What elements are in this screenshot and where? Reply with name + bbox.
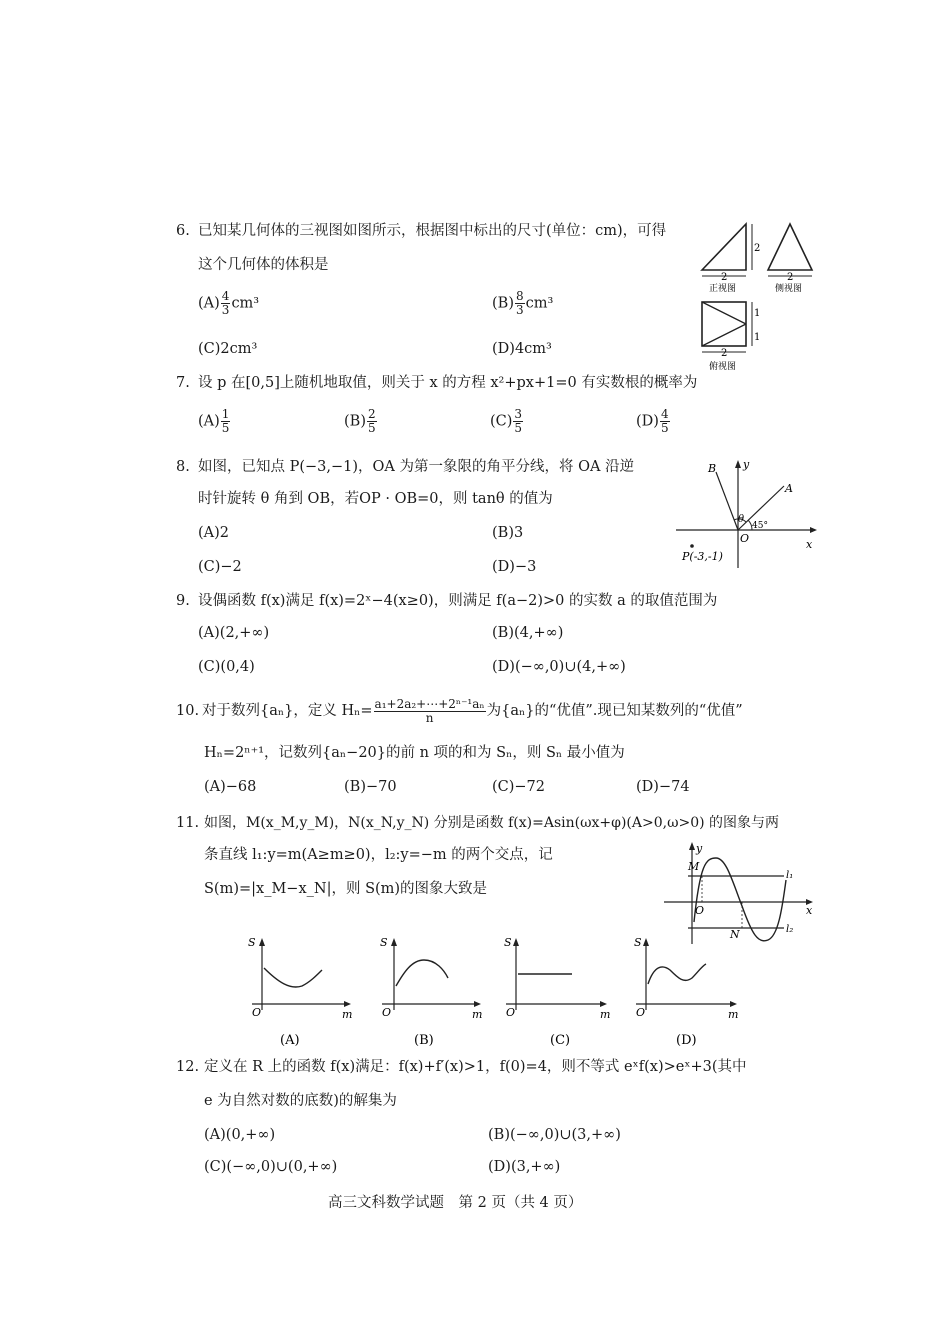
q7-option-c-fraction xyxy=(513,408,523,435)
q11-graph-b-s: S xyxy=(380,936,388,949)
q11-graph-b-o: O xyxy=(382,1006,392,1019)
q11-graph-d-o: O xyxy=(636,1006,646,1019)
q9-option-a: (A)(2,+∞) xyxy=(198,625,270,641)
q11-graph-a-o: O xyxy=(252,1006,262,1019)
q8-number: 8. xyxy=(176,459,190,475)
q10-option-a: (A)−68 xyxy=(204,779,257,795)
q10-option-c: (C)−72 xyxy=(492,779,546,795)
q7-number: 7. xyxy=(176,375,190,391)
q11-graph-d-x-arrow xyxy=(730,1001,737,1007)
q7-option-b-denominator: 5 xyxy=(367,421,376,435)
q11-graph-b-label: (B) xyxy=(414,1033,434,1048)
q11-label-l2: l₂ xyxy=(786,924,794,935)
q10-stem-line1-end: 为{aₙ}的“优值”.现已知某数列的“优值” xyxy=(486,703,743,719)
q7-option-d-label: (D) xyxy=(636,413,659,430)
q12-option-a: (A)(0,+∞) xyxy=(204,1127,276,1143)
q11-graph-c-y-arrow xyxy=(513,938,519,946)
q8-label-o: O xyxy=(740,532,750,545)
q7-option-d-fraction xyxy=(660,408,670,435)
q11-label-m: M xyxy=(688,860,700,873)
q6-stem-line1: 已知某几何体的三视图如图所示，根据图中标出的尺寸(单位：cm)，可得 xyxy=(198,223,667,239)
q10-stem-line1-start: 对于数列{aₙ}，定义 Hₙ= xyxy=(202,703,373,719)
q11-graph-b-y-arrow xyxy=(391,938,397,946)
q11-graph-d-curve xyxy=(648,964,706,984)
q6-number: 6. xyxy=(176,223,190,239)
q8-stem-line1: 如图，已知点 P(−3,−1)，OA 为第一象限的角平分线，将 OA 沿逆 xyxy=(198,459,635,475)
q7-option-c xyxy=(490,408,524,435)
q7-option-c-numerator: 3 xyxy=(514,407,523,421)
q8-option-b: (B)3 xyxy=(492,525,524,541)
q7-option-a xyxy=(198,408,231,435)
q8-option-c: (C)−2 xyxy=(198,559,242,575)
q6-option-b-fraction xyxy=(515,290,525,317)
q11-number: 11. xyxy=(176,815,200,831)
q11-label-x: x xyxy=(806,904,813,917)
q8-ray-ob xyxy=(716,472,738,530)
top-view-diagonal-2 xyxy=(702,324,746,346)
top-view-square xyxy=(702,302,746,346)
q10-option-b: (B)−70 xyxy=(344,779,397,795)
q11-y-arrow xyxy=(689,842,695,850)
side-view-width-label: 2 xyxy=(787,272,794,283)
top-view-label: 俯视图 xyxy=(709,362,737,372)
q7-option-c-denominator: 5 xyxy=(514,421,523,435)
top-view-width-label: 2 xyxy=(721,348,728,359)
q11-label-o: O xyxy=(695,904,705,917)
q8-label-x: x xyxy=(806,538,813,551)
q7-option-a-numerator: 1 xyxy=(221,407,230,421)
q7-option-b-numerator: 2 xyxy=(367,407,376,421)
q12-stem-line2: e 为自然对数的底数)的解集为 xyxy=(204,1093,397,1109)
q11-graph-d-label: (D) xyxy=(676,1033,697,1048)
q7-option-a-label: (A) xyxy=(198,413,220,430)
q8-option-a: (A)2 xyxy=(198,525,230,541)
q11-graph-a xyxy=(240,930,358,1050)
q7-option-c-label: (C) xyxy=(490,413,513,430)
q6-option-c: (C)2cm³ xyxy=(198,341,258,357)
q6-option-a xyxy=(198,290,259,317)
q11-graph-b-curve xyxy=(396,960,448,986)
q11-graph-a-label: (A) xyxy=(280,1033,300,1048)
q7-option-b-fraction xyxy=(367,408,377,435)
q11-graph-a-m: m xyxy=(342,1008,353,1021)
q7-stem: 设 p 在[0,5]上随机地取值，则关于 x 的方程 x²+px+1=0 有实数根的概率为 xyxy=(198,375,698,391)
q11-graph-c-x-arrow xyxy=(600,1001,607,1007)
q11-graph-a-x-arrow xyxy=(344,1001,351,1007)
q8-label-b: B xyxy=(708,462,717,475)
q10-stem-line2: Hₙ=2ⁿ⁺¹，记数列{aₙ−20}的前 n 项的和为 Sₙ，则 Sₙ 最小值为 xyxy=(204,745,625,761)
q8-label-y: y xyxy=(743,458,750,471)
q12-stem-line1: 定义在 R 上的函数 f(x)满足：f(x)+f′(x)>1，f(0)=4，则不等式 eˣf(x)>eˣ+3(其中 xyxy=(204,1059,747,1075)
front-view-height-label: 2 xyxy=(754,243,761,254)
q11-stem-line3: S(m)=|x_M−x_N|，则 S(m)的图象大致是 xyxy=(204,881,488,897)
front-view-triangle xyxy=(702,224,746,270)
q7-option-b-label: (B) xyxy=(344,413,366,430)
q6-option-b-numerator: 8 xyxy=(515,289,524,303)
q11-graph-d-s: S xyxy=(634,936,642,949)
q12-option-b: (B)(−∞,0)∪(3,+∞) xyxy=(488,1127,621,1143)
q11-graph-d xyxy=(630,930,748,1050)
q11-graph-c-m: m xyxy=(600,1008,611,1021)
q11-label-l1: l₁ xyxy=(786,870,794,881)
q11-graph-b-x-arrow xyxy=(474,1001,481,1007)
q7-option-a-fraction xyxy=(221,408,231,435)
top-view-diagonal-1 xyxy=(702,302,746,324)
q7-option-b xyxy=(344,408,378,435)
q6-option-a-fraction xyxy=(221,290,231,317)
q6-stem-line2: 这个几何体的体积是 xyxy=(198,257,329,273)
q12-number: 12. xyxy=(176,1059,200,1075)
q8-label-p: P(-3,-1) xyxy=(682,550,723,563)
q6-option-a-denominator: 3 xyxy=(221,303,230,317)
q6-option-b-label: (B) xyxy=(492,295,514,312)
q9-stem: 设偶函数 f(x)满足 f(x)=2ˣ−4(x≥0)，则满足 f(a−2)>0 的实数 a 的取值范围为 xyxy=(198,593,718,609)
q11-graph-a-s: S xyxy=(248,936,256,949)
q8-label-45: 45° xyxy=(752,521,768,531)
q6-option-b-unit: cm³ xyxy=(525,295,554,312)
q6-option-a-unit: cm³ xyxy=(231,295,260,312)
front-view-width-label: 2 xyxy=(721,272,728,283)
q10-hn-fraction xyxy=(374,698,486,725)
q11-label-y: y xyxy=(696,842,703,855)
q8-stem-line2: 时针旋转 θ 角到 OB，若OP · OB=0，则 tanθ 的值为 xyxy=(198,491,553,507)
q11-graph-b-m: m xyxy=(472,1008,483,1021)
q7-option-d-numerator: 4 xyxy=(660,407,669,421)
q10-number: 10. xyxy=(176,703,200,719)
q8-x-arrow xyxy=(810,527,817,533)
q11-graph-c-label: (C) xyxy=(550,1033,571,1048)
q11-graph-d-m: m xyxy=(728,1008,739,1021)
q11-graph-a-y-arrow xyxy=(259,938,265,946)
q9-option-d: (D)(−∞,0)∪(4,+∞) xyxy=(492,659,626,675)
q8-option-d: (D)−3 xyxy=(492,559,537,575)
side-view-label: 侧视图 xyxy=(775,284,803,294)
q6-option-d: (D)4cm³ xyxy=(492,341,552,357)
q9-option-c: (C)(0,4) xyxy=(198,659,255,675)
q8-point-p xyxy=(690,544,694,548)
q7-option-d-denominator: 5 xyxy=(660,421,669,435)
q8-y-arrow xyxy=(735,460,741,468)
q6-option-b-denominator: 3 xyxy=(515,303,524,317)
q10-hn-denominator: n xyxy=(425,710,434,725)
q9-option-b: (B)(4,+∞) xyxy=(492,625,564,641)
q6-option-a-label: (A) xyxy=(198,295,220,312)
q11-label-n: N xyxy=(730,928,740,941)
front-view-label: 正视图 xyxy=(709,284,737,294)
q11-graph-c-s: S xyxy=(504,936,512,949)
page-footer: 高三文科数学试题 第 2 页（共 4 页） xyxy=(328,1195,583,1211)
top-view-dim-lower: 1 xyxy=(754,332,761,343)
q10-hn-numerator: a₁+2a₂+⋯+2ⁿ⁻¹aₙ xyxy=(374,696,485,711)
q11-graph-b xyxy=(374,930,492,1050)
q11-stem-line1: 如图，M(x_M,y_M)，N(x_N,y_N) 分别是函数 f(x)=Asin(ωx+φ)(A>0,ω>0) 的图象与两 xyxy=(204,815,780,831)
q11-stem-line2: 条直线 l₁:y=m(A≥m≥0)，l₂:y=−m 的两个交点，记 xyxy=(204,847,553,863)
q11-graph-c xyxy=(500,930,618,1050)
q8-figure xyxy=(672,456,822,574)
q10-option-d: (D)−74 xyxy=(636,779,690,795)
q11-graph-a-curve xyxy=(264,968,322,987)
q11-graph-d-y-arrow xyxy=(643,938,649,946)
q10-stem-line1 xyxy=(202,696,743,726)
q11-graph-c-o: O xyxy=(506,1006,516,1019)
q8-label-theta: θ xyxy=(738,514,745,525)
q9-number: 9. xyxy=(176,593,190,609)
side-view-triangle xyxy=(768,224,812,270)
q7-option-d xyxy=(636,408,671,435)
q6-three-view-figure xyxy=(692,218,822,373)
q8-label-a: A xyxy=(785,482,793,495)
q6-option-b xyxy=(492,290,553,317)
q6-option-a-numerator: 4 xyxy=(221,289,230,303)
q12-option-d: (D)(3,+∞) xyxy=(488,1159,561,1175)
q12-option-c: (C)(−∞,0)∪(0,+∞) xyxy=(204,1159,338,1175)
top-view-dim-upper: 1 xyxy=(754,308,761,319)
q7-option-a-denominator: 5 xyxy=(221,421,230,435)
